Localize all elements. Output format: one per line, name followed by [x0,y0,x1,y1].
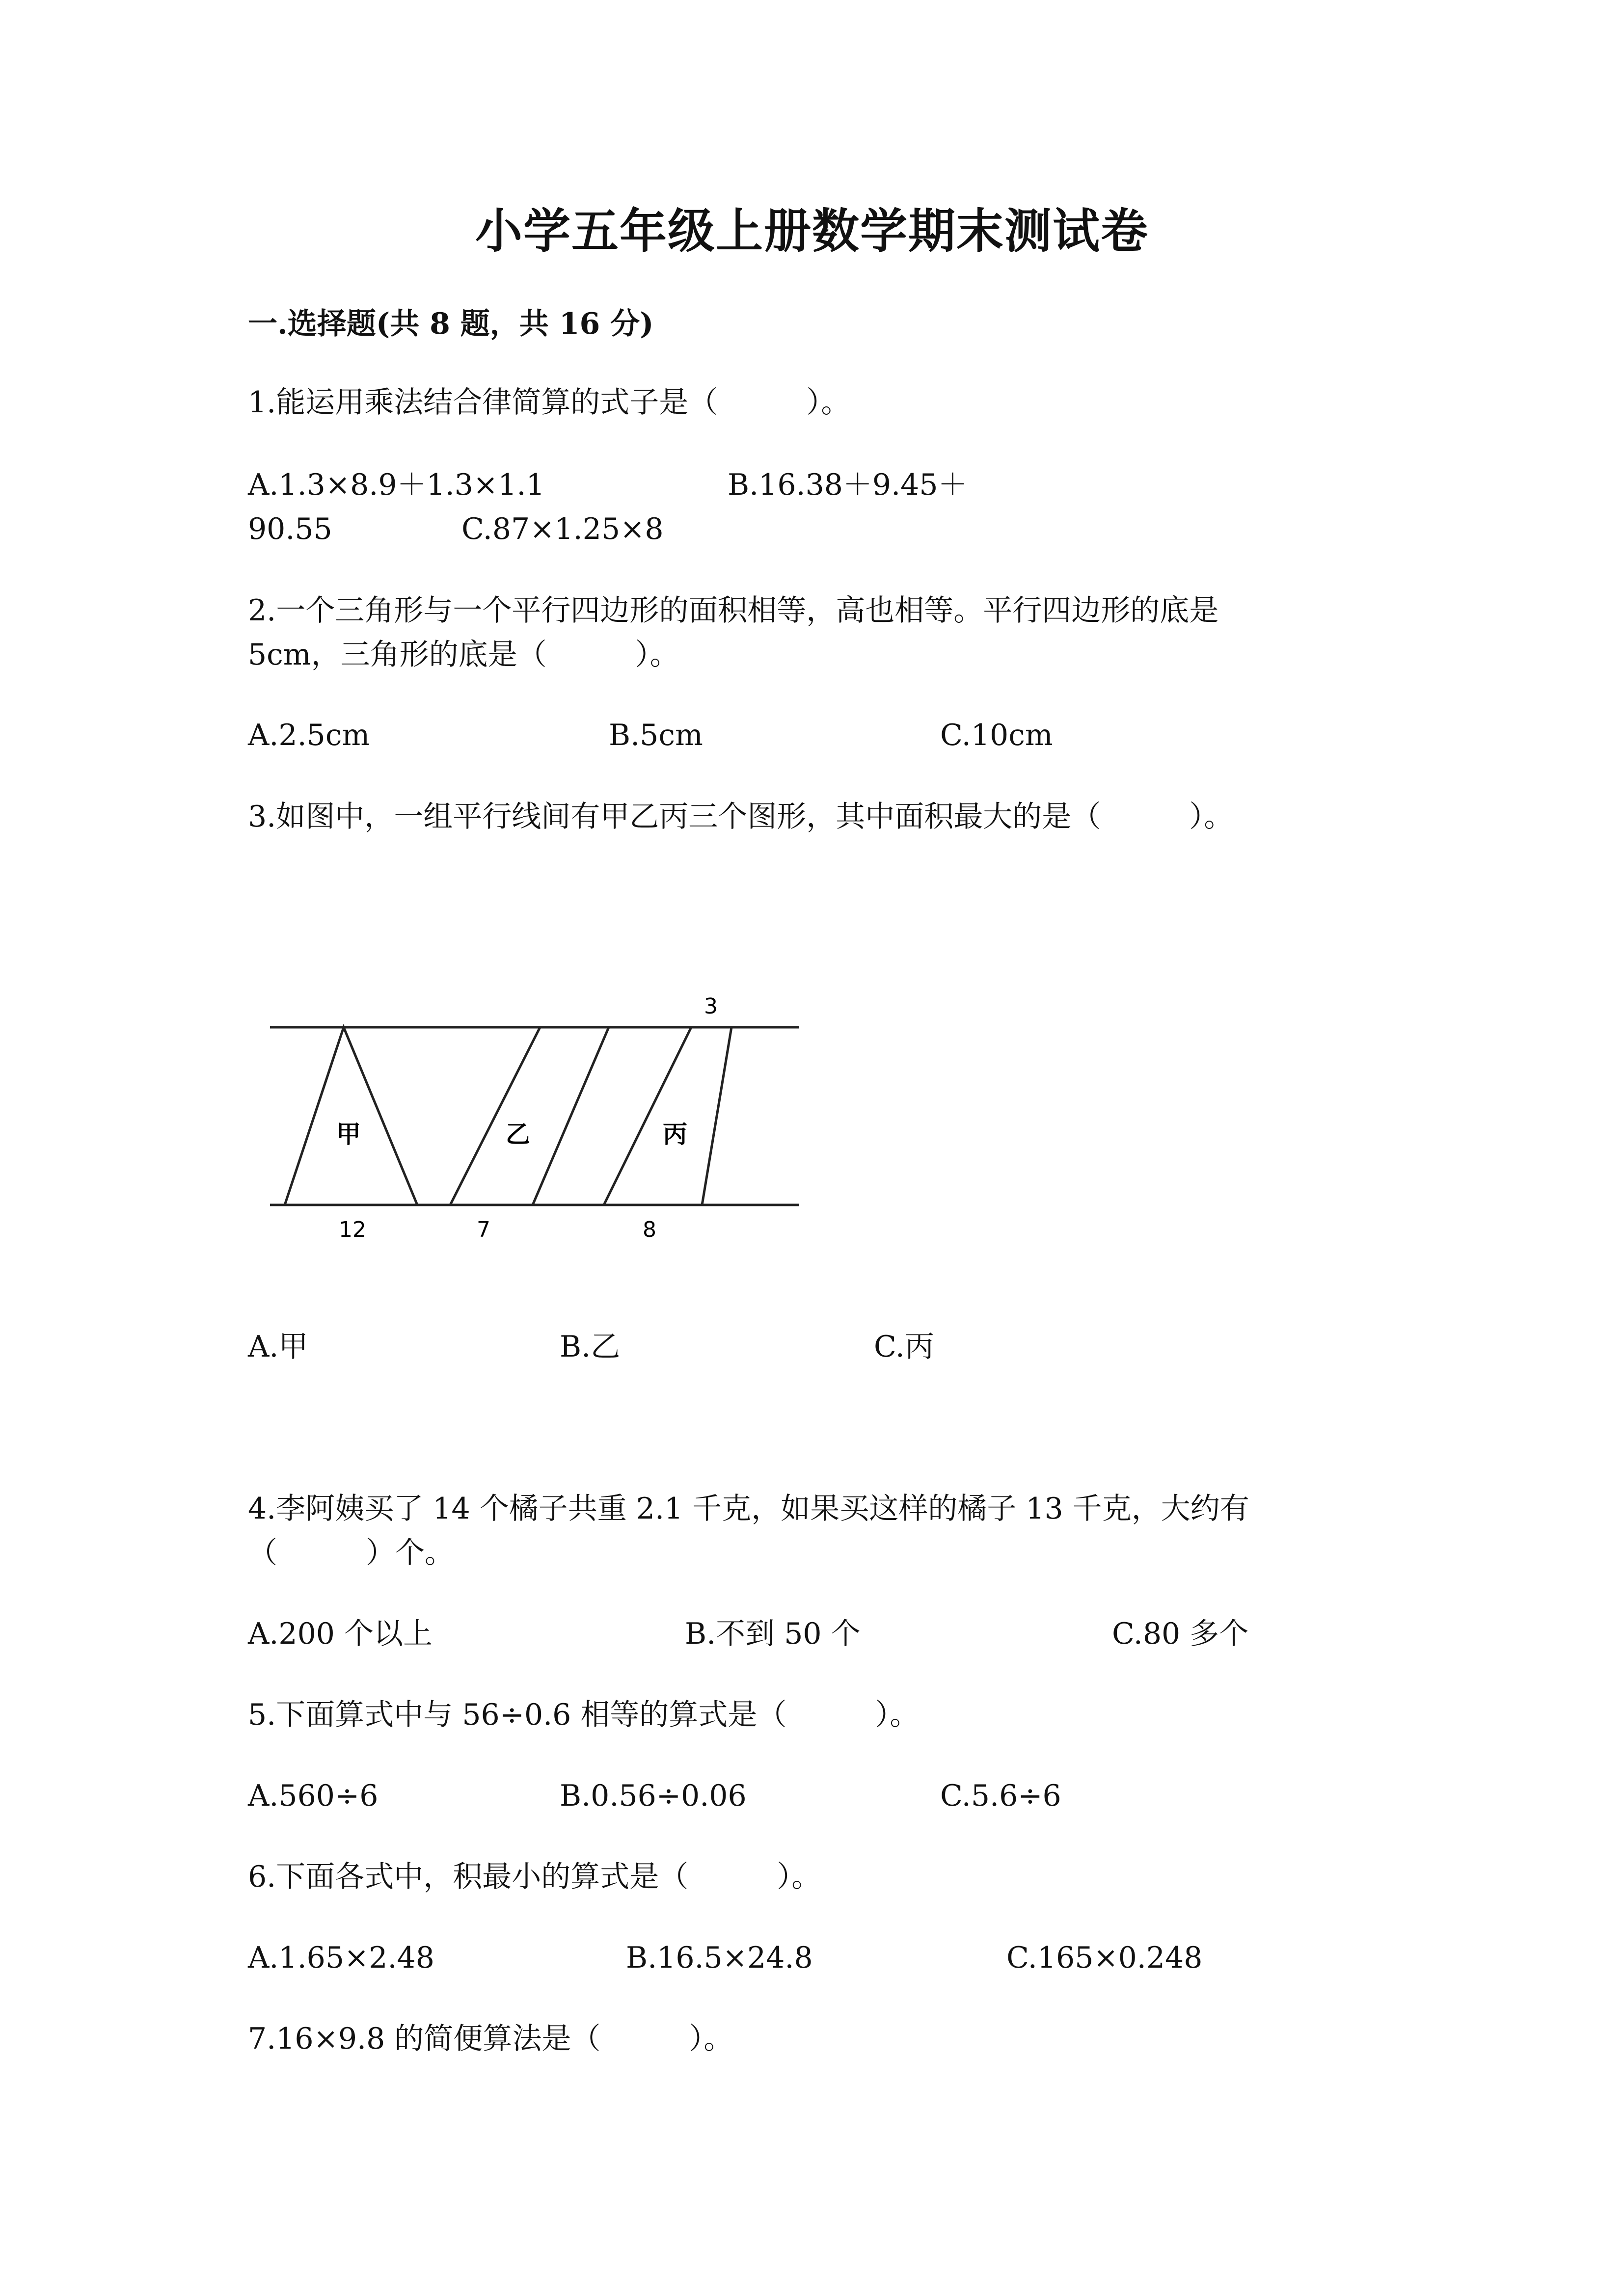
question-5-option-c[interactable]: C.5.6÷6 [940,1779,1061,1813]
question-3-option-c[interactable]: C.丙 [874,1330,934,1364]
page-title: 小学五年级上册数学期末测试卷 [475,203,1149,259]
question-4-option-b[interactable]: B.不到 50 个 [685,1617,861,1651]
shape-label-bing: 丙 [663,1120,687,1148]
shape-yi-parallelogram [450,1027,609,1205]
question-4-stem-line-1: 4.李阿姨买了 14 个橘子共重 2.1 千克，如果买这样的橘子 13 千克，大约有 [248,1492,1249,1526]
question-5-stem: 5.下面算式中与 56÷0.6 相等的算式是（ ）。 [248,1698,920,1732]
shape-label-jia: 甲 [336,1120,361,1148]
question-1-option-c[interactable]: C.87×1.25×8 [461,512,664,546]
question-4-option-a[interactable]: A.200 个以上 [248,1617,433,1651]
question-1-option-a[interactable]: A.1.3×8.9＋1.3×1.1 [248,468,545,502]
question-3-option-b[interactable]: B.乙 [560,1330,621,1364]
question-2-stem-line-1: 2.一个三角形与一个平行四边形的面积相等，高也相等。平行四边形的底是 [248,593,1219,628]
bottom-length-label-bing: 8 [643,1217,656,1242]
question-6-option-a[interactable]: A.1.65×2.48 [248,1941,434,1975]
question-7-stem: 7.16×9.8 的简便算法是（ ）。 [248,2022,733,2056]
question-1-option-b[interactable]: B.16.38＋9.45＋ [728,468,968,502]
question-3-option-a[interactable]: A.甲 [248,1330,308,1364]
question-1-stem: 1.能运用乘法结合律简算的式子是（ ）。 [248,385,851,420]
question-2-option-b[interactable]: B.5cm [609,718,703,752]
parallel-lines-figure [265,982,815,1256]
question-5-option-a[interactable]: A.560÷6 [248,1779,379,1813]
shape-label-yi: 乙 [506,1120,530,1148]
shape-jia-triangle [285,1027,417,1205]
question-4-option-c[interactable]: C.80 多个 [1112,1617,1249,1651]
question-2-option-c[interactable]: C.10cm [940,718,1053,752]
question-3-stem: 3.如图中，一组平行线间有甲乙丙三个图形，其中面积最大的是（ ）。 [248,800,1234,834]
shape-bing-trapezoid [604,1027,731,1205]
question-5-option-b[interactable]: B.0.56÷0.06 [560,1779,747,1813]
bottom-length-label-jia: 12 [339,1217,366,1242]
top-length-label: 3 [704,994,718,1019]
question-6-stem: 6.下面各式中，积最小的算式是（ ）。 [248,1860,821,1894]
section-heading: 一.选择题(共 8 题，共 16 分) [248,307,654,341]
bottom-length-label-yi: 7 [477,1217,490,1242]
question-6-option-c[interactable]: C.165×0.248 [1006,1941,1203,1975]
question-6-option-b[interactable]: B.16.5×24.8 [626,1941,813,1975]
question-2-option-a[interactable]: A.2.5cm [248,718,370,752]
question-1-option-b-continued[interactable]: 90.55 [248,512,332,546]
question-4-stem-line-2: （ ）个。 [248,1536,454,1570]
question-2-stem-line-2: 5cm，三角形的底是（ ）。 [248,638,679,672]
